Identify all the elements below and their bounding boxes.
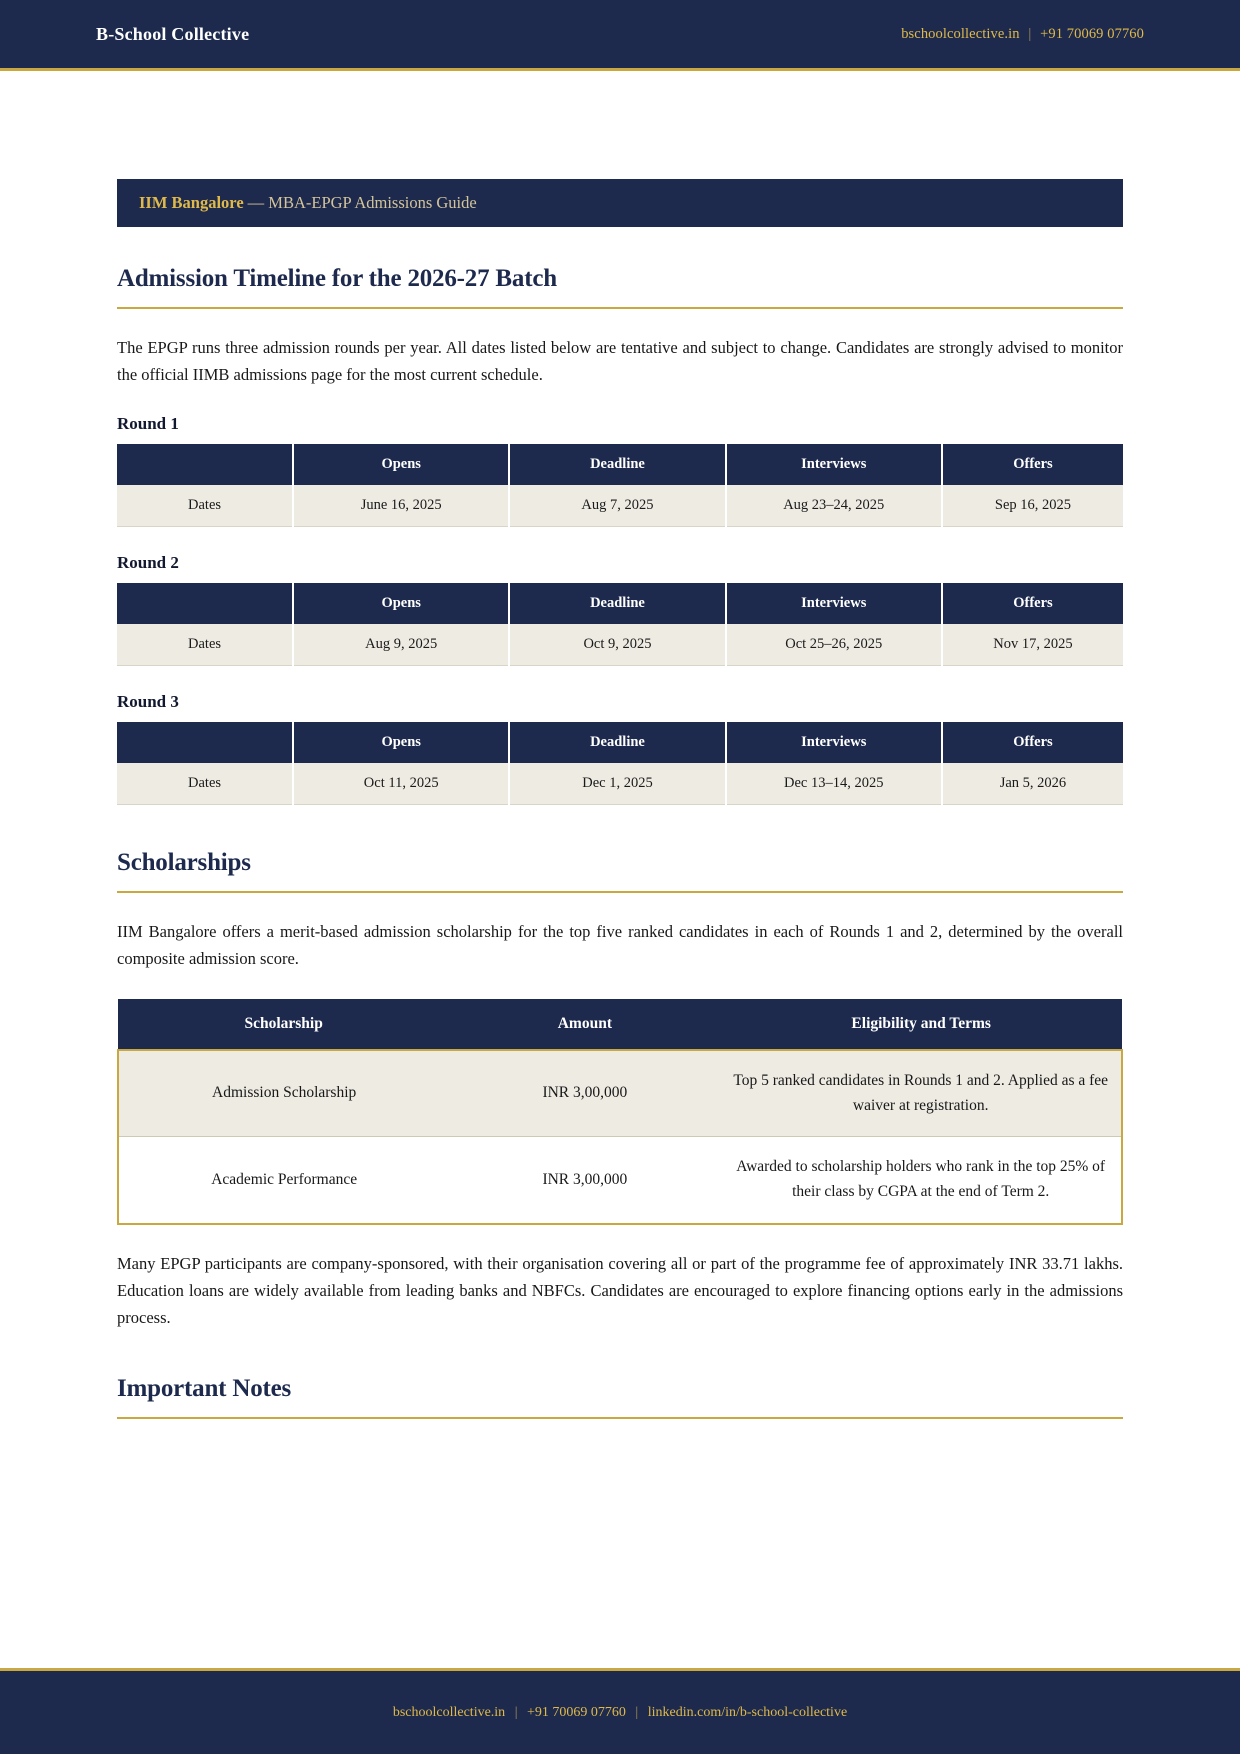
cell-opens: Oct 11, 2025 (293, 763, 509, 805)
cell-interviews: Oct 25–26, 2025 (726, 624, 942, 666)
col-header-interviews: Interviews (726, 583, 942, 624)
page-footer (0, 1668, 1240, 1754)
col-header-interviews: Interviews (726, 722, 942, 763)
document-banner (117, 179, 1123, 227)
cell-deadline: Aug 7, 2025 (509, 485, 725, 527)
page-header (0, 0, 1240, 71)
cell-scholarship-name: Academic Performance (118, 1137, 449, 1224)
table-row (118, 1137, 1122, 1224)
table-row (117, 763, 1123, 805)
notes-section-title: Important Notes (117, 1375, 292, 1403)
brand-name: B-School Collective (96, 23, 250, 44)
cell-scholarship-terms: Top 5 ranked candidates in Rounds 1 and 2. Applied as a fee waiver at registration. (720, 1050, 1122, 1137)
col-header-amount: Amount (449, 999, 720, 1050)
footer-separator: | (514, 1704, 518, 1720)
timeline-intro-paragraph: The EPGP runs three admission rounds per year. All dates listed below are tentative and subject to change. Candidates are strongly advised to monitor the official IIMB admissions page for the most current schedule. (117, 338, 1123, 384)
cell-deadline: Oct 9, 2025 (509, 624, 725, 666)
scholarships-section-title: Scholarships (117, 849, 251, 877)
banner-subtitle: — MBA-EPGP Admissions Guide (247, 193, 477, 212)
col-header-blank (117, 583, 293, 624)
row-label: Dates (117, 624, 293, 666)
col-header-offers: Offers (942, 583, 1123, 624)
footer-contact-line (393, 1705, 847, 1721)
table-header-row (117, 444, 1123, 485)
footer-phone[interactable]: +91 70069 07760 (527, 1704, 626, 1720)
cell-interviews: Dec 13–14, 2025 (726, 763, 942, 805)
scholarships-table (117, 999, 1123, 1225)
table-row (118, 1050, 1122, 1137)
header-phone[interactable]: +91 70069 07760 (1040, 25, 1144, 42)
col-header-deadline: Deadline (509, 444, 725, 485)
banner-institute: IIM Bangalore (139, 193, 244, 212)
scholarships-outro-paragraph: Many EPGP participants are company-sponsored, with their organisation covering all or part of the programme fee of approximately INR 33.71 lakhs. Education loans are widely available from leading banks and NBFCs. Candidates are encouraged to explore financing options early in the admissions process. (117, 1254, 1123, 1327)
cell-opens: June 16, 2025 (293, 485, 509, 527)
timeline-section-title: Admission Timeline for the 2026-27 Batch (117, 265, 557, 292)
document-content (0, 179, 1240, 1419)
table-header-row (118, 999, 1122, 1050)
cell-scholarship-amount: INR 3,00,000 (449, 1137, 720, 1224)
table-row (117, 485, 1123, 527)
col-header-interviews: Interviews (726, 444, 942, 485)
round-3-table (117, 722, 1123, 805)
round-1-label: Round 1 (117, 414, 179, 434)
col-header-scholarship: Scholarship (118, 999, 449, 1050)
round-1-table (117, 444, 1123, 527)
title-rule (117, 307, 1123, 309)
col-header-opens: Opens (293, 583, 509, 624)
cell-interviews: Aug 23–24, 2025 (726, 485, 942, 527)
col-header-blank (117, 722, 293, 763)
scholarships-intro-paragraph: IIM Bangalore offers a merit-based admission scholarship for the top five ranked candidates in each of Rounds 1 and 2, determined by the overall composite admission score. (117, 922, 1123, 969)
cell-scholarship-terms: Awarded to scholarship holders who rank in the top 25% of their class by CGPA at the end of Term 2. (720, 1137, 1122, 1224)
cell-scholarship-name: Admission Scholarship (118, 1050, 449, 1137)
col-header-opens: Opens (293, 722, 509, 763)
round-2-label: Round 2 (117, 553, 179, 573)
cell-offers: Nov 17, 2025 (942, 624, 1123, 666)
cell-opens: Aug 9, 2025 (293, 624, 509, 666)
footer-website[interactable]: bschoolcollective.in (392, 1704, 506, 1720)
table-row (117, 624, 1123, 666)
footer-separator: | (635, 1704, 639, 1720)
row-label: Dates (117, 763, 293, 805)
col-header-offers: Offers (942, 444, 1123, 485)
col-header-offers: Offers (942, 722, 1123, 763)
scholarships-rule (117, 891, 1123, 893)
cell-offers: Sep 16, 2025 (942, 485, 1123, 527)
cell-deadline: Dec 1, 2025 (509, 763, 725, 805)
notes-rule (117, 1417, 1123, 1419)
top-spacer (0, 71, 1240, 179)
col-header-deadline: Deadline (509, 722, 725, 763)
round-3-label: Round 3 (117, 692, 179, 712)
header-website[interactable]: bschoolcollective.in (901, 25, 1020, 42)
col-header-blank (117, 444, 293, 485)
cell-scholarship-amount: INR 3,00,000 (449, 1050, 720, 1137)
footer-linkedin[interactable]: linkedin.com/in/b-school-collective (647, 1704, 848, 1720)
header-separator: | (1028, 25, 1032, 42)
table-header-row (117, 583, 1123, 624)
round-2-table (117, 583, 1123, 666)
header-contact (901, 26, 1144, 43)
table-header-row (117, 722, 1123, 763)
row-label: Dates (117, 485, 293, 527)
col-header-deadline: Deadline (509, 583, 725, 624)
col-header-opens: Opens (293, 444, 509, 485)
col-header-eligibility: Eligibility and Terms (720, 999, 1122, 1050)
cell-offers: Jan 5, 2026 (942, 763, 1123, 805)
